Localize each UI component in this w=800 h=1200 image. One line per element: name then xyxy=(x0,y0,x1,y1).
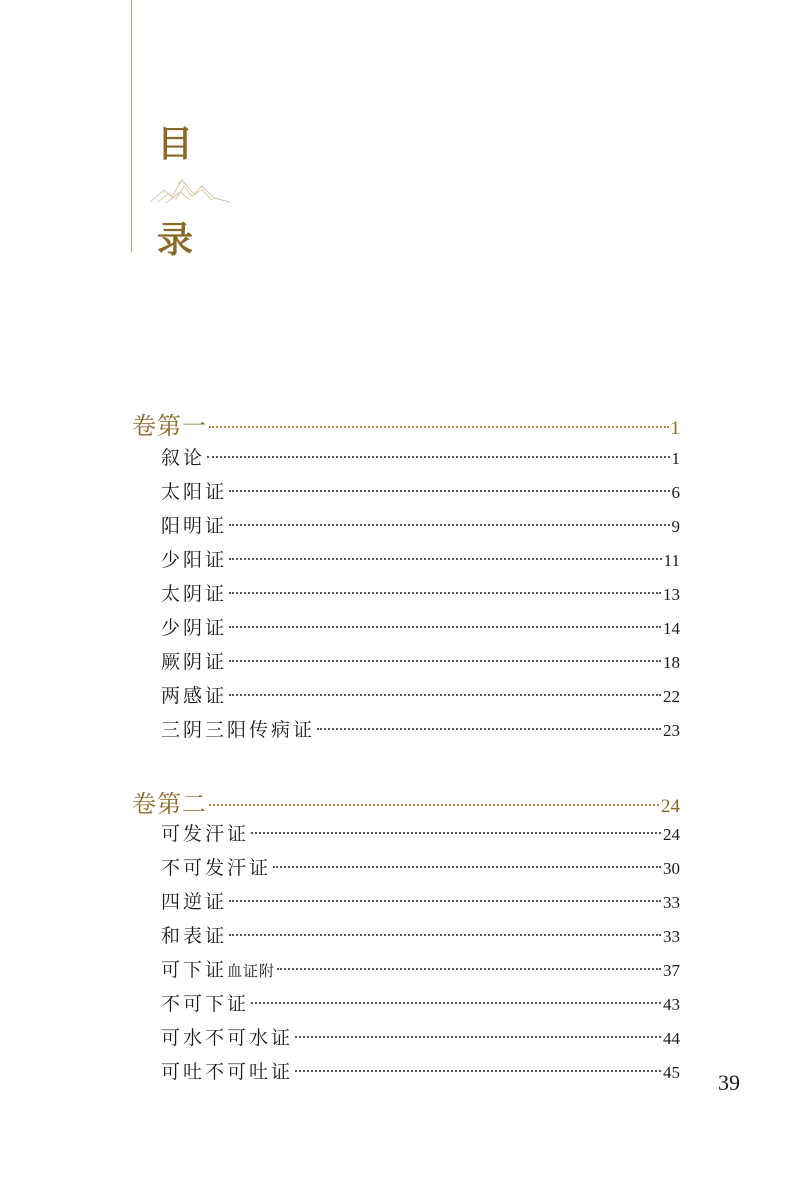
toc-volume-1[interactable] xyxy=(132,406,680,441)
entry-label: 太阴证 xyxy=(161,583,228,605)
entry-label: 不可下证 xyxy=(161,993,250,1015)
entry-label: 阳明证 xyxy=(161,515,228,537)
leader-dots xyxy=(229,524,669,526)
entry-label: 可吐不可吐证 xyxy=(161,1061,294,1083)
entry-label: 少阳证 xyxy=(161,549,228,571)
leader-dots xyxy=(209,804,659,806)
leader-dots xyxy=(229,694,661,696)
entry-note: 血证附 xyxy=(227,962,276,980)
entry-page: 44 xyxy=(663,1029,680,1048)
entry-label: 三阴三阳传病证 xyxy=(161,719,316,741)
entry-page: 18 xyxy=(663,653,680,672)
toc-entry[interactable] xyxy=(161,681,680,708)
entry-page: 43 xyxy=(663,995,680,1014)
toc-volume-2[interactable] xyxy=(132,784,680,819)
entry-page: 24 xyxy=(663,825,680,844)
entry-page: 30 xyxy=(663,859,680,878)
volume-title: 卷第一 xyxy=(132,412,207,440)
toc-entry[interactable] xyxy=(161,853,680,880)
entry-page: 13 xyxy=(663,585,680,604)
entry-page: 45 xyxy=(663,1063,680,1082)
entry-page: 33 xyxy=(663,893,680,912)
entry-page: 22 xyxy=(663,687,680,706)
toc-entry[interactable] xyxy=(161,819,680,846)
entry-label: 四逆证 xyxy=(161,891,228,913)
toc-entry[interactable] xyxy=(161,921,680,948)
entry-label: 厥阴证 xyxy=(161,651,228,673)
leader-dots xyxy=(277,968,661,970)
entry-page: 6 xyxy=(671,483,680,502)
entry-page: 1 xyxy=(671,449,680,468)
entry-label: 太阳证 xyxy=(161,481,228,503)
leader-dots xyxy=(229,592,661,594)
entry-label: 少阴证 xyxy=(161,617,228,639)
toc-entry[interactable] xyxy=(161,1057,680,1084)
leader-dots xyxy=(251,832,661,834)
toc-entry[interactable] xyxy=(161,887,680,914)
volume-page: 1 xyxy=(670,418,680,439)
entry-label: 叙论 xyxy=(161,447,206,469)
toc-entry[interactable] xyxy=(161,579,680,606)
volume-page: 24 xyxy=(661,796,680,817)
toc-entry[interactable] xyxy=(161,613,680,640)
volume-title: 卷第二 xyxy=(132,790,207,818)
entry-page: 11 xyxy=(663,551,680,570)
entry-page: 9 xyxy=(671,517,680,536)
entry-page: 37 xyxy=(663,961,680,980)
entry-page: 14 xyxy=(663,619,680,638)
entry-label-group xyxy=(161,955,275,982)
toc-entry[interactable] xyxy=(161,511,680,538)
leader-dots xyxy=(207,456,669,458)
entry-page: 33 xyxy=(663,927,680,946)
leader-dots xyxy=(317,728,661,730)
leader-dots xyxy=(209,426,669,428)
leader-dots xyxy=(273,866,661,868)
leader-dots xyxy=(295,1070,661,1072)
heading-char-mu: 目 xyxy=(157,123,194,165)
entry-label: 可水不可水证 xyxy=(161,1027,294,1049)
entry-label: 两感证 xyxy=(161,685,228,707)
heading-char-lu: 录 xyxy=(157,219,194,261)
entry-page: 23 xyxy=(663,721,680,740)
entry-label: 不可发汗证 xyxy=(161,857,272,879)
leader-dots xyxy=(251,1002,661,1004)
toc-entry[interactable] xyxy=(161,955,680,982)
leader-dots xyxy=(229,900,661,902)
entry-label: 和表证 xyxy=(161,925,228,947)
toc-entry[interactable] xyxy=(161,477,680,504)
toc-entry[interactable] xyxy=(161,647,680,674)
leader-dots xyxy=(229,490,669,492)
toc-entry[interactable] xyxy=(161,715,680,742)
leader-dots xyxy=(229,934,661,936)
leader-dots xyxy=(229,660,661,662)
toc-entry[interactable] xyxy=(161,443,680,470)
toc-entry[interactable] xyxy=(161,1023,680,1050)
leader-dots xyxy=(229,558,662,560)
leader-dots xyxy=(229,626,661,628)
entry-label: 可发汗证 xyxy=(161,823,250,845)
toc-entry[interactable] xyxy=(161,545,680,572)
entry-label: 可下证 xyxy=(161,959,228,981)
page-number: 39 xyxy=(718,1070,740,1095)
leader-dots xyxy=(295,1036,661,1038)
toc-entry[interactable] xyxy=(161,989,680,1016)
